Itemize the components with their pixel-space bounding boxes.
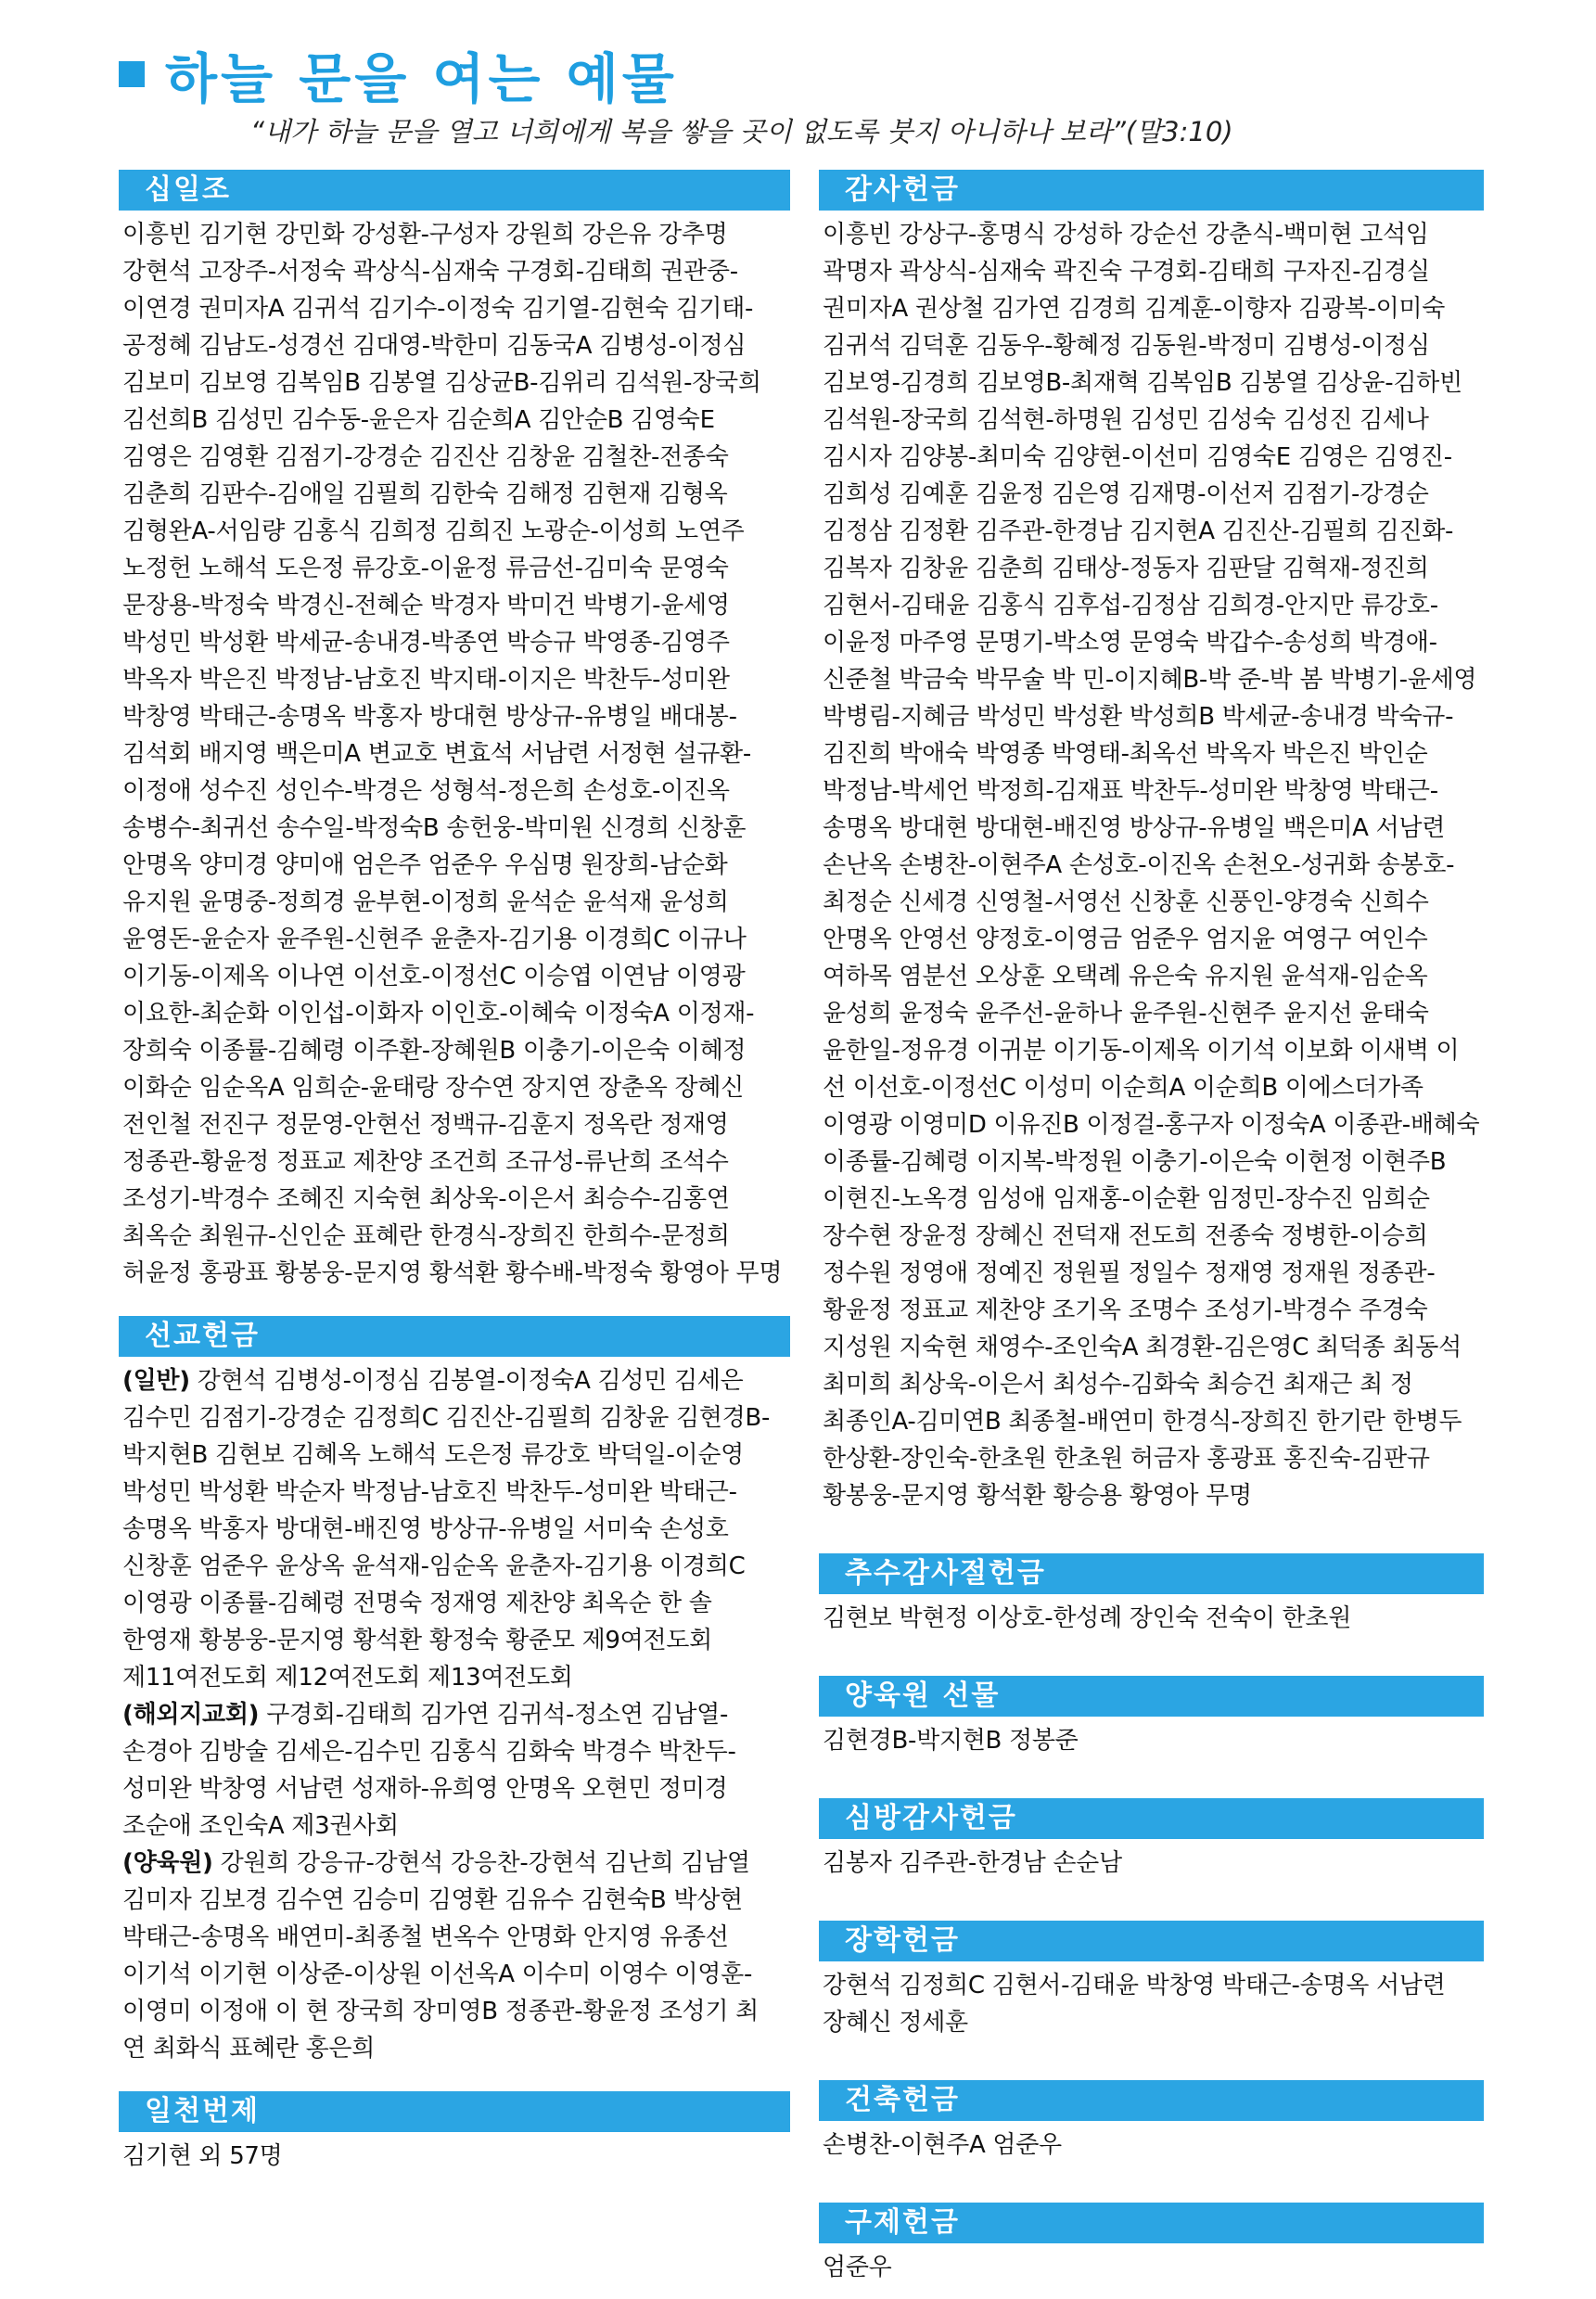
sub-group-names: 구경회-김태희 김가연 김귀석-정소연 김남열-손경아 김방술 김세은-김수민 김홍식 김화숙 박경수 박찬두-성미완 박창영 서남련 성재하-유희영 안명옥 오현민 정미경 조순애 조인숙A 제3권사회 bbox=[122, 1701, 736, 1840]
sub-group-names: 강원희 강응규-강현석 강응찬-강현석 김난희 김남열 김미자 김보경 김수연 김승미 김영환 김유수 김현숙B 박상현 박태근-송명옥 배연미-최종철 변옥수 안명화 안지영 유종선 이기석 이기현 이상준-이상원 이선옥A 이수미 이영수 이영훈-이영미 이정애 이 현 장국희 장미영B 정종관-황윤정 조성기 최 연 최화식 표혜란 홍은희 bbox=[122, 1849, 759, 2063]
section-header: 장학헌금 bbox=[819, 1921, 1484, 1961]
donor-list: 이흥빈 김기현 강민화 강성환-구성자 강원희 강은유 강추명 강현석 고장주-서정숙 곽상식-심재숙 구경회-김태희 권관중-이연경 권미자A 김귀석 김기수-이정숙 김기열-김현숙 김기태-공정혜 김남도-성경선 김대영-박한미 김동국A 김병성-이정심 김보미 김보영 김복임B 김봉열 김상균B-김위리 김석원-장국희 김선희B 김성민 김수동-윤은자 김순희A 김안순B 김영숙E 김영은 김영환 김점기-강경순 김진산 김창윤 김철찬-전종숙 김춘희 김판수-김애일 김필희 김한숙 김해정 김현재 김형옥 김형완A-서임량 김홍식 김희정 김희진 노광순-이성희 노연주 노정헌 노해석 도은정 류강호-이윤정 류금선-김미숙 문영숙 문장용-박정숙 박경신-전혜순 박경자 박미건 박병기-윤세영 박성민 박성환 박세균-송내경-박종연 박승규 박영종-김영주 박옥자 박은진 박정남-남호진 박지태-이지은 박찬두-성미완 박창영 박태근-송명옥 박홍자 방대현 방상규-유병일 배대봉-김석회 배지영 백은미A 변교호 변효석 서남련 서정현 설규환-이정애 성수진 성인수-박경은 성형석-정은희 손성호-이진옥 송병수-최귀선 송수일-박정숙B 송헌웅-박미원 신경희 신창훈 안명옥 양미경 양미애 엄은주 엄준우 우심명 원장희-남순화 유지원 윤명중-정희경 윤부현-이정희 윤석순 윤석재 윤성희 윤영돈-윤순자 윤주원-신현주 윤춘자-김기용 이경희C 이규나 이기동-이제옥 이나연 이선호-이정선C 이승엽 이연남 이영광 이요한-최순화 이인섭-이화자 이인호-이혜숙 이정숙A 이정재-장희숙 이종률-김혜령 이주환-장혜원B 이충기-이은숙 이혜정 이화순 임순옥A 임희순-윤태랑 장수연 장지연 장춘옥 장혜신 전인철 전진구 정문영-안현선 정백규-김훈지 정옥란 정재영 정종관-황윤정 정표교 제찬양 조건희 조규성-류난희 조석수 조성기-박경수 조혜진 지숙현 최상욱-이은서 최승수-김홍연 최옥순 최원규-신인순 표혜란 한경식-장희진 한희수-문정희 허윤정 홍광표 황봉웅-문지영 황석환 황수배-박정숙 황영아 무명 bbox=[122, 221, 783, 1287]
section-nurture-gift bbox=[819, 1676, 1484, 1759]
right-column bbox=[819, 170, 1484, 2286]
section-visitation bbox=[819, 1798, 1484, 1882]
section-thousand-offering bbox=[119, 2091, 790, 2175]
sub-group-label: (양육원) bbox=[122, 1849, 213, 1877]
section-scholarship bbox=[819, 1921, 1484, 2041]
donor-list: 김기현 외 57명 bbox=[122, 2142, 283, 2170]
sub-group-label: (일반) bbox=[122, 1367, 190, 1395]
sub-group-nurture bbox=[122, 1845, 786, 2067]
donor-list: 손병찬-이현주A 엄준우 bbox=[823, 2131, 1062, 2159]
section-mission bbox=[119, 1316, 790, 2067]
section-header: 선교헌금 bbox=[119, 1316, 790, 1357]
sub-group-general bbox=[122, 1362, 786, 1696]
section-header: 건축헌금 bbox=[819, 2080, 1484, 2121]
sub-group-label: (해외지교회) bbox=[122, 1701, 260, 1729]
section-header: 추수감사절헌금 bbox=[819, 1553, 1484, 1594]
donor-list: 엄준우 bbox=[823, 2254, 892, 2281]
section-tithe bbox=[119, 170, 790, 1292]
sub-group-overseas bbox=[122, 1696, 786, 1845]
section-building bbox=[819, 2080, 1484, 2164]
section-thanksgiving bbox=[819, 170, 1484, 1514]
page-title-row bbox=[119, 37, 678, 111]
donor-list: 김봉자 김주관-한경남 손순남 bbox=[823, 1849, 1122, 1877]
title-square-icon bbox=[119, 61, 145, 87]
section-harvest bbox=[819, 1553, 1484, 1637]
section-header: 심방감사헌금 bbox=[819, 1798, 1484, 1839]
section-relief bbox=[819, 2203, 1484, 2286]
section-header: 구제헌금 bbox=[819, 2203, 1484, 2243]
donor-list bbox=[122, 1362, 786, 2067]
left-column bbox=[119, 170, 790, 2175]
section-header: 감사헌금 bbox=[819, 170, 1484, 211]
donor-list: 김현경B-박지현B 정봉준 bbox=[823, 1727, 1079, 1755]
donor-list: 강현석 김정희C 김현서-김태윤 박창영 박태근-송명옥 서남련 장혜신 정세훈 bbox=[823, 1972, 1446, 2037]
page-title: 하늘 문을 여는 예물 bbox=[165, 47, 678, 110]
section-header: 일천번제 bbox=[119, 2091, 790, 2132]
donor-list: 이흥빈 강상구-홍명식 강성하 강순선 강춘식-백미현 고석임 곽명자 곽상식-심재숙 곽진숙 구경회-김태희 구자진-김경실 권미자A 권상철 김가연 김경희 김계훈-이향자 김광복-이미숙 김귀석 김덕훈 김동우-황혜정 김동원-박정미 김병성-이정심 김보영-김경희 김보영B-최재혁 김복임B 김봉열 김상윤-김하빈 김석원-장국희 김석현-하명원 김성민 김성숙 김성진 김세나 김시자 김양봉-최미숙 김양현-이선미 김영숙E 김영은 김영진-김희성 김예훈 김윤정 김은영 김재명-이선저 김점기-강경순 김정삼 김정환 김주관-한경남 김지현A 김진산-김필희 김진화-김복자 김창윤 김춘희 김태상-정동자 김판달 김혁재-정진희 김현서-김태윤 김홍식 김후섭-김정삼 김희경-안지만 류강호-이윤정 마주영 문명기-박소영 문영숙 박갑수-송성희 박경애-신준철 박금숙 박무술 박 민-이지혜B-박 준-박 봄 박병기-윤세영 박병림-지혜금 박성민 박성환 박성희B 박세균-송내경 박숙규-김진희 박애숙 박영종 박영태-최옥선 박옥자 박은진 박인순 박정남-박세언 박정희-김재표 박찬두-성미완 박창영 박태근-송명옥 방대현 방대현-배진영 방상규-유병일 백은미A 서남련 손난옥 손병찬-이현주A 손성호-이진옥 손천오-성귀화 송봉호-최정순 신세경 신영철-서영선 신창훈 신풍인-양경숙 신희수 안명옥 안영선 양정호-이영금 엄준우 엄지윤 여영구 여인수 여하목 염분선 오상훈 오택례 유은숙 유지원 윤석재-임순옥 윤성희 윤정숙 윤주선-윤하나 윤주원-신현주 윤지선 윤태숙 윤한일-정유경 이귀분 이기동-이제옥 이기석 이보화 이새벽 이 선 이선호-이정선C 이성미 이순희A 이순희B 이에스더가족 이영광 이영미D 이유진B 이정걸-홍구자 이정숙A 이종관-배혜숙 이종률-김혜령 이지복-박정원 이충기-이은숙 이현정 이현주B 이현진-노옥경 임성애 임재홍-이순환 임정민-장수진 임희순 장수현 장윤정 장혜신 전덕재 전도희 전종숙 정병한-이승희 정수원 정영애 정예진 정원필 정일수 정재영 정재원 정종관-황윤정 정표교 제찬양 조기옥 조명수 조성기-박경수 주경숙 지성원 지숙현 채영수-조인숙A 최경환-김은영C 최덕종 최동석 최미희 최상욱-이은서 최성수-김화숙 최승건 최재근 최 정 최종인A-김미연B 최종철-배연미 한경식-장희진 한기란 한병두 한상환-장인숙-한초원 한초원 허금자 홍광표 홍진숙-김판규 황봉웅-문지영 황석환 황승용 황영아 무명 bbox=[823, 221, 1480, 1510]
sub-group-names: 강현석 김병성-이정심 김봉열-이정숙A 김성민 김세은 김수민 김점기-강경순 김정희C 김진산-김필희 김창윤 김현경B-박지현B 김현보 김혜옥 노해석 도은정 류강호 박덕일-이순영 박성민 박성환 박순자 박정남-남호진 박찬두-성미완 박태근-송명옥 박홍자 방대현-배진영 방상규-유병일 서미숙 손성호 신창훈 엄준우 윤상옥 윤석재-임순옥 윤춘자-김기용 이경희C 이영광 이종률-김혜령 전명숙 정재영 제찬양 최옥순 한 솔 한영재 황봉웅-문지영 황석환 황정숙 황준모 제9여전도회 제11여전도회 제12여전도회 제13여전도회 bbox=[122, 1367, 771, 1692]
section-header: 십일조 bbox=[119, 170, 790, 211]
section-header: 양육원 선물 bbox=[819, 1676, 1484, 1717]
scripture-quote: “내가 하늘 문을 열고 너희에게 복을 쌓을 곳이 없도록 붓지 아니하나 보라”(말3:10) bbox=[250, 116, 1233, 147]
donor-list: 김현보 박현정 이상호-한성례 장인숙 전숙이 한초원 bbox=[823, 1604, 1352, 1632]
